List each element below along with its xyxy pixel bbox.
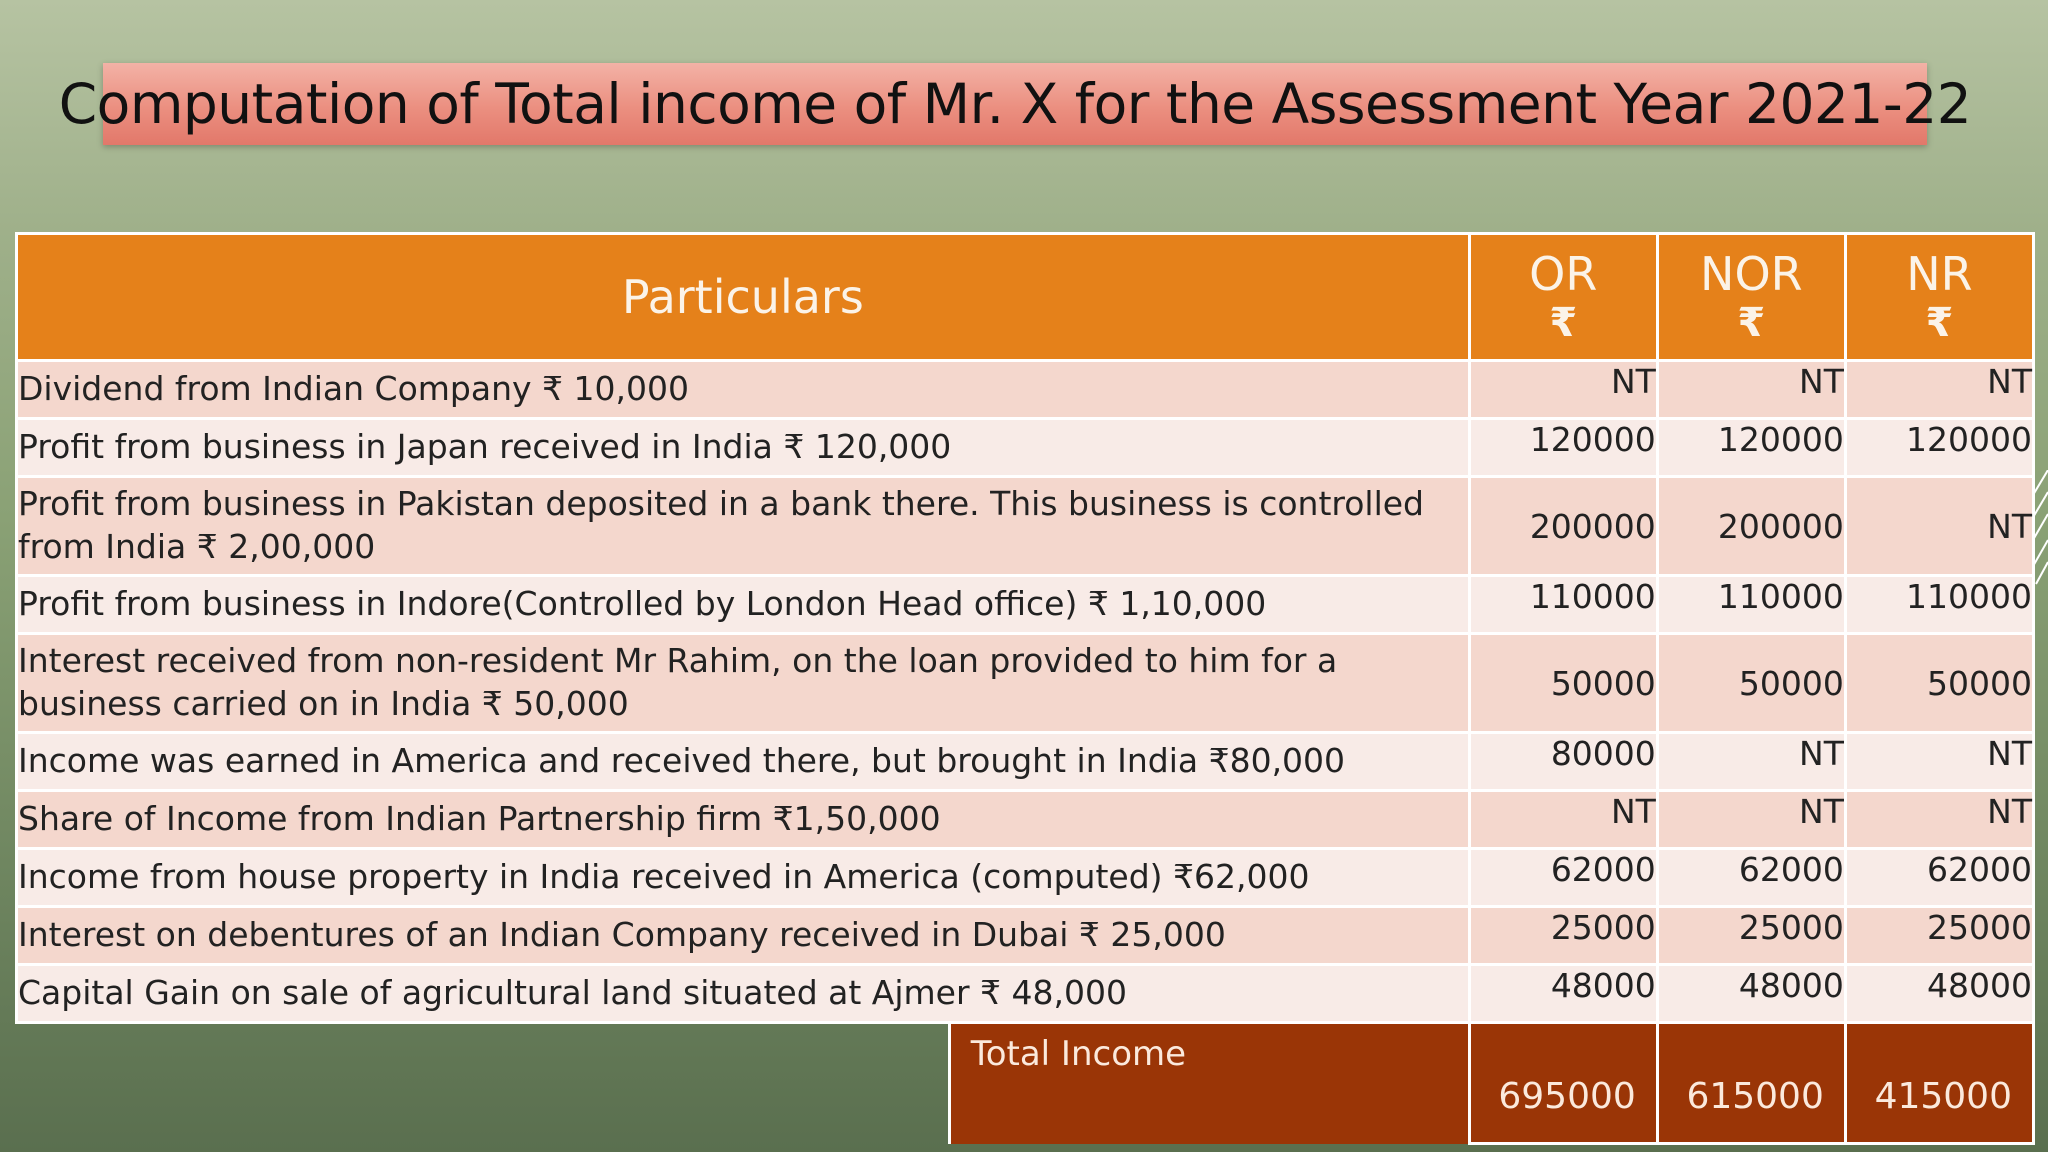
table-row xyxy=(17,849,2034,907)
row-or-value: 50000 xyxy=(1469,634,1657,733)
row-particulars: Share of Income from Indian Partnership firm ₹1,50,000 xyxy=(17,791,1470,849)
row-nr-value: NT xyxy=(1845,733,2033,791)
row-nr-value: 62000 xyxy=(1845,849,2033,907)
row-nor-value: 120000 xyxy=(1657,419,1845,477)
total-row xyxy=(17,1023,2034,1144)
title-banner xyxy=(58,63,1972,145)
row-particulars: Profit from business in Pakistan deposited in a bank there. This business is controlled from India ₹ 2,00,000 xyxy=(17,477,1470,576)
total-nr-value: 415000 xyxy=(1845,1023,2033,1144)
row-nor-value: NT xyxy=(1657,733,1845,791)
row-particulars: Dividend from Indian Company ₹ 10,000 xyxy=(17,361,1470,419)
income-table xyxy=(15,232,2035,1145)
row-nor-value: 48000 xyxy=(1657,965,1845,1023)
header-particulars: Particulars xyxy=(17,234,1470,361)
row-nr-value: 48000 xyxy=(1845,965,2033,1023)
table-header-row xyxy=(17,234,2034,361)
row-or-value: 62000 xyxy=(1469,849,1657,907)
row-nor-value: 200000 xyxy=(1657,477,1845,576)
row-or-value: NT xyxy=(1469,791,1657,849)
row-particulars: Profit from business in Indore(Controlled by London Head office) ₹ 1,10,000 xyxy=(17,576,1470,634)
table-row xyxy=(17,576,2034,634)
table-row xyxy=(17,361,2034,419)
header-or xyxy=(1469,234,1657,361)
total-label: Total Income xyxy=(970,1034,1187,1074)
table-row xyxy=(17,733,2034,791)
rupee-icon: ₹ xyxy=(1737,300,1766,347)
row-nor-value: NT xyxy=(1657,791,1845,849)
row-nr-value: 25000 xyxy=(1845,907,2033,965)
row-nor-value: 25000 xyxy=(1657,907,1845,965)
header-nr xyxy=(1845,234,2033,361)
rupee-icon: ₹ xyxy=(1925,300,1954,347)
table-row xyxy=(17,477,2034,576)
row-or-value: 200000 xyxy=(1469,477,1657,576)
row-or-value: 25000 xyxy=(1469,907,1657,965)
table-row xyxy=(17,419,2034,477)
rupee-icon: ₹ xyxy=(1549,300,1578,347)
total-or-value: 695000 xyxy=(1469,1023,1657,1144)
row-nr-value: 120000 xyxy=(1845,419,2033,477)
row-nr-value: NT xyxy=(1845,791,2033,849)
total-label-cell xyxy=(948,1024,1468,1144)
row-or-value: NT xyxy=(1469,361,1657,419)
table-row xyxy=(17,791,2034,849)
row-nr-value: NT xyxy=(1845,361,2033,419)
row-nor-value: 62000 xyxy=(1657,849,1845,907)
table-row xyxy=(17,965,2034,1023)
page-title: Computation of Total income of Mr. X for the Assessment Year 2021-22 xyxy=(58,72,1972,136)
total-nor-value: 615000 xyxy=(1657,1023,1845,1144)
header-or-label: OR xyxy=(1529,246,1598,301)
total-spacer xyxy=(17,1023,1470,1144)
row-nor-value: 110000 xyxy=(1657,576,1845,634)
row-or-value: 80000 xyxy=(1469,733,1657,791)
row-nor-value: 50000 xyxy=(1657,634,1845,733)
row-particulars: Income was earned in America and received there, but brought in India ₹80,000 xyxy=(17,733,1470,791)
row-particulars: Income from house property in India received in America (computed) ₹62,000 xyxy=(17,849,1470,907)
row-or-value: 110000 xyxy=(1469,576,1657,634)
header-nr-label: NR xyxy=(1906,246,1973,301)
header-nor xyxy=(1657,234,1845,361)
row-nr-value: 110000 xyxy=(1845,576,2033,634)
row-nor-value: NT xyxy=(1657,361,1845,419)
row-or-value: 120000 xyxy=(1469,419,1657,477)
table-row xyxy=(17,634,2034,733)
row-nr-value: 50000 xyxy=(1845,634,2033,733)
header-nor-label: NOR xyxy=(1700,246,1803,301)
row-particulars: Profit from business in Japan received in India ₹ 120,000 xyxy=(17,419,1470,477)
table-row xyxy=(17,907,2034,965)
row-particulars: Interest on debentures of an Indian Company received in Dubai ₹ 25,000 xyxy=(17,907,1470,965)
row-nr-value: NT xyxy=(1845,477,2033,576)
row-particulars: Capital Gain on sale of agricultural land situated at Ajmer ₹ 48,000 xyxy=(17,965,1470,1023)
row-or-value: 48000 xyxy=(1469,965,1657,1023)
row-particulars: Interest received from non-resident Mr Rahim, on the loan provided to him for a business carried on in India ₹ 50,000 xyxy=(17,634,1470,733)
